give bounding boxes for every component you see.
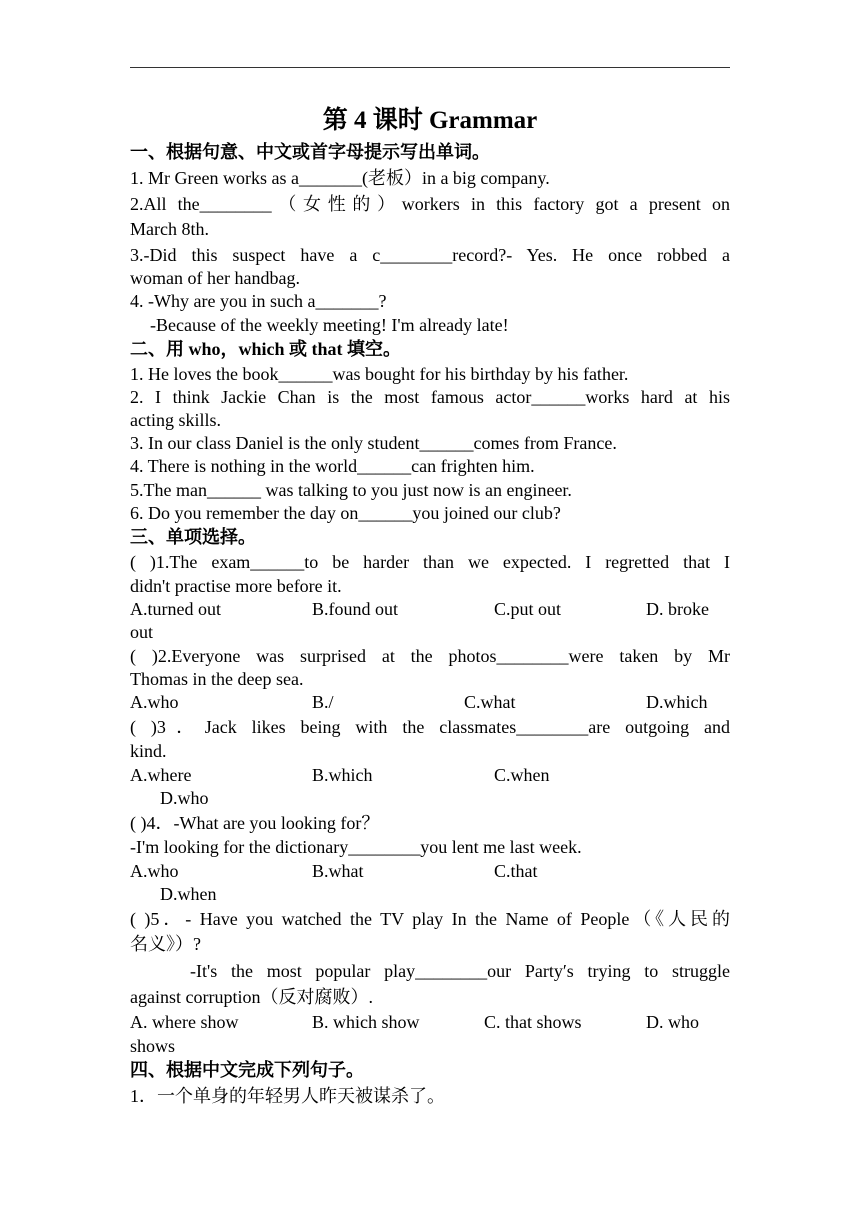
- section-3-heading: 三、单项选择。: [130, 527, 256, 547]
- s3-question-5-line4: against corruption（反对腐败）.: [130, 987, 373, 1007]
- s1-question-2-line1: 2.All the________（女性的）workers in this factory got a present on: [130, 194, 730, 214]
- s2-question-4: 4. There is nothing in the world______can frighten him.: [130, 456, 535, 476]
- s3-question-5-line2: 名义》）?: [130, 934, 201, 954]
- s3-question-1-line1: ( )1.The exam______to be harder than we expected. I regretted that I: [130, 552, 730, 572]
- s2-question-5: 5.The man______ was talking to you just now is an engineer.: [130, 480, 572, 500]
- s2-question-6: 6. Do you remember the day on______you joined our club?: [130, 503, 561, 523]
- s1-question-3-line2: woman of her handbag.: [130, 268, 300, 288]
- page-title: 第 4 课时 Grammar: [322, 107, 538, 134]
- section-1-heading: 一、根据句意、中文或首字母提示写出单词。: [130, 142, 490, 162]
- s3-q4-option-c: C.that: [494, 861, 538, 881]
- s3-q3-option-c: C.when: [494, 765, 550, 785]
- s2-question-2-line1: 2. I think Jackie Chan is the most famous actor______works hard at his: [130, 387, 730, 407]
- s3-q4-option-a: A.who: [130, 861, 179, 881]
- s3-question-1-line2: didn't practise more before it.: [130, 576, 342, 596]
- s1-question-4-line2: -Because of the weekly meeting! I'm already late!: [150, 315, 509, 335]
- s3-question-4-line1: ( )4．-What are you looking for？: [130, 813, 380, 833]
- s3-q2-option-a: A.who: [130, 692, 179, 712]
- s3-q3-option-a: A.where: [130, 765, 192, 785]
- s3-q3-option-b: B.which: [312, 765, 373, 785]
- s2-question-1: 1. He loves the book______was bought for his birthday by his father.: [130, 364, 629, 384]
- s3-question-2-line1: ( )2.Everyone was surprised at the photos________were taken by Mr: [130, 646, 730, 666]
- s3-q5-option-c: C. that shows: [484, 1012, 582, 1032]
- s3-q2-option-b: B./: [312, 692, 334, 712]
- s3-q5-option-b: B. which show: [312, 1012, 420, 1032]
- section-2-heading: 二、用 who，which 或 that 填空。: [130, 339, 402, 359]
- header-rule: [130, 67, 730, 68]
- s2-question-3: 3. In our class Daniel is the only student______comes from France.: [130, 433, 617, 453]
- s3-q2-option-d: D.which: [646, 692, 708, 712]
- s1-question-4-line1: 4. -Why are you in such a_______?: [130, 291, 387, 311]
- s3-q2-option-c: C.what: [464, 692, 516, 712]
- s2-question-2-line2: acting skills.: [130, 410, 221, 430]
- s3-question-5-line3: -It's the most popular play________our Party′s trying to struggle: [190, 961, 730, 981]
- s3-q1-option-d-wrap: out: [130, 622, 154, 642]
- s3-question-2-line2: Thomas in the deep sea.: [130, 669, 304, 689]
- s3-q3-option-d: D.who: [160, 788, 209, 808]
- s1-question-2-line2: March 8th.: [130, 219, 209, 239]
- s3-question-4-line2: -I'm looking for the dictionary________you lent me last week.: [130, 837, 582, 857]
- s3-q1-option-b: B.found out: [312, 599, 399, 619]
- s1-question-1: 1. Mr Green works as a_______(老板）in a big company.: [130, 168, 550, 188]
- s3-q1-option-c: C.put out: [494, 599, 562, 619]
- s3-q1-option-d: D. broke: [646, 599, 709, 619]
- s3-q4-option-d: D.when: [160, 884, 217, 904]
- s3-q4-option-b: B.what: [312, 861, 364, 881]
- s3-q5-option-d-wrap: shows: [130, 1036, 176, 1056]
- s3-q1-option-a: A.turned out: [130, 599, 221, 619]
- s3-q5-option-d: D. who: [646, 1012, 699, 1032]
- s3-question-3-line2: kind.: [130, 741, 167, 761]
- section-4-heading: 四、根据中文完成下列句子。: [130, 1060, 364, 1080]
- s1-question-3-line1: 3.-Did this suspect have a c________record?- Yes. He once robbed a: [130, 245, 730, 265]
- s3-question-5-line1: ( )5．- Have you watched the TV play In the Name of People（《人民的: [130, 909, 730, 929]
- s3-q5-option-a: A. where show: [130, 1012, 239, 1032]
- s4-question-1: 1．一个单身的年轻男人昨天被谋杀了。: [130, 1086, 445, 1106]
- s3-question-3-line1: ( )3．Jack likes being with the classmates________are outgoing and: [130, 717, 730, 737]
